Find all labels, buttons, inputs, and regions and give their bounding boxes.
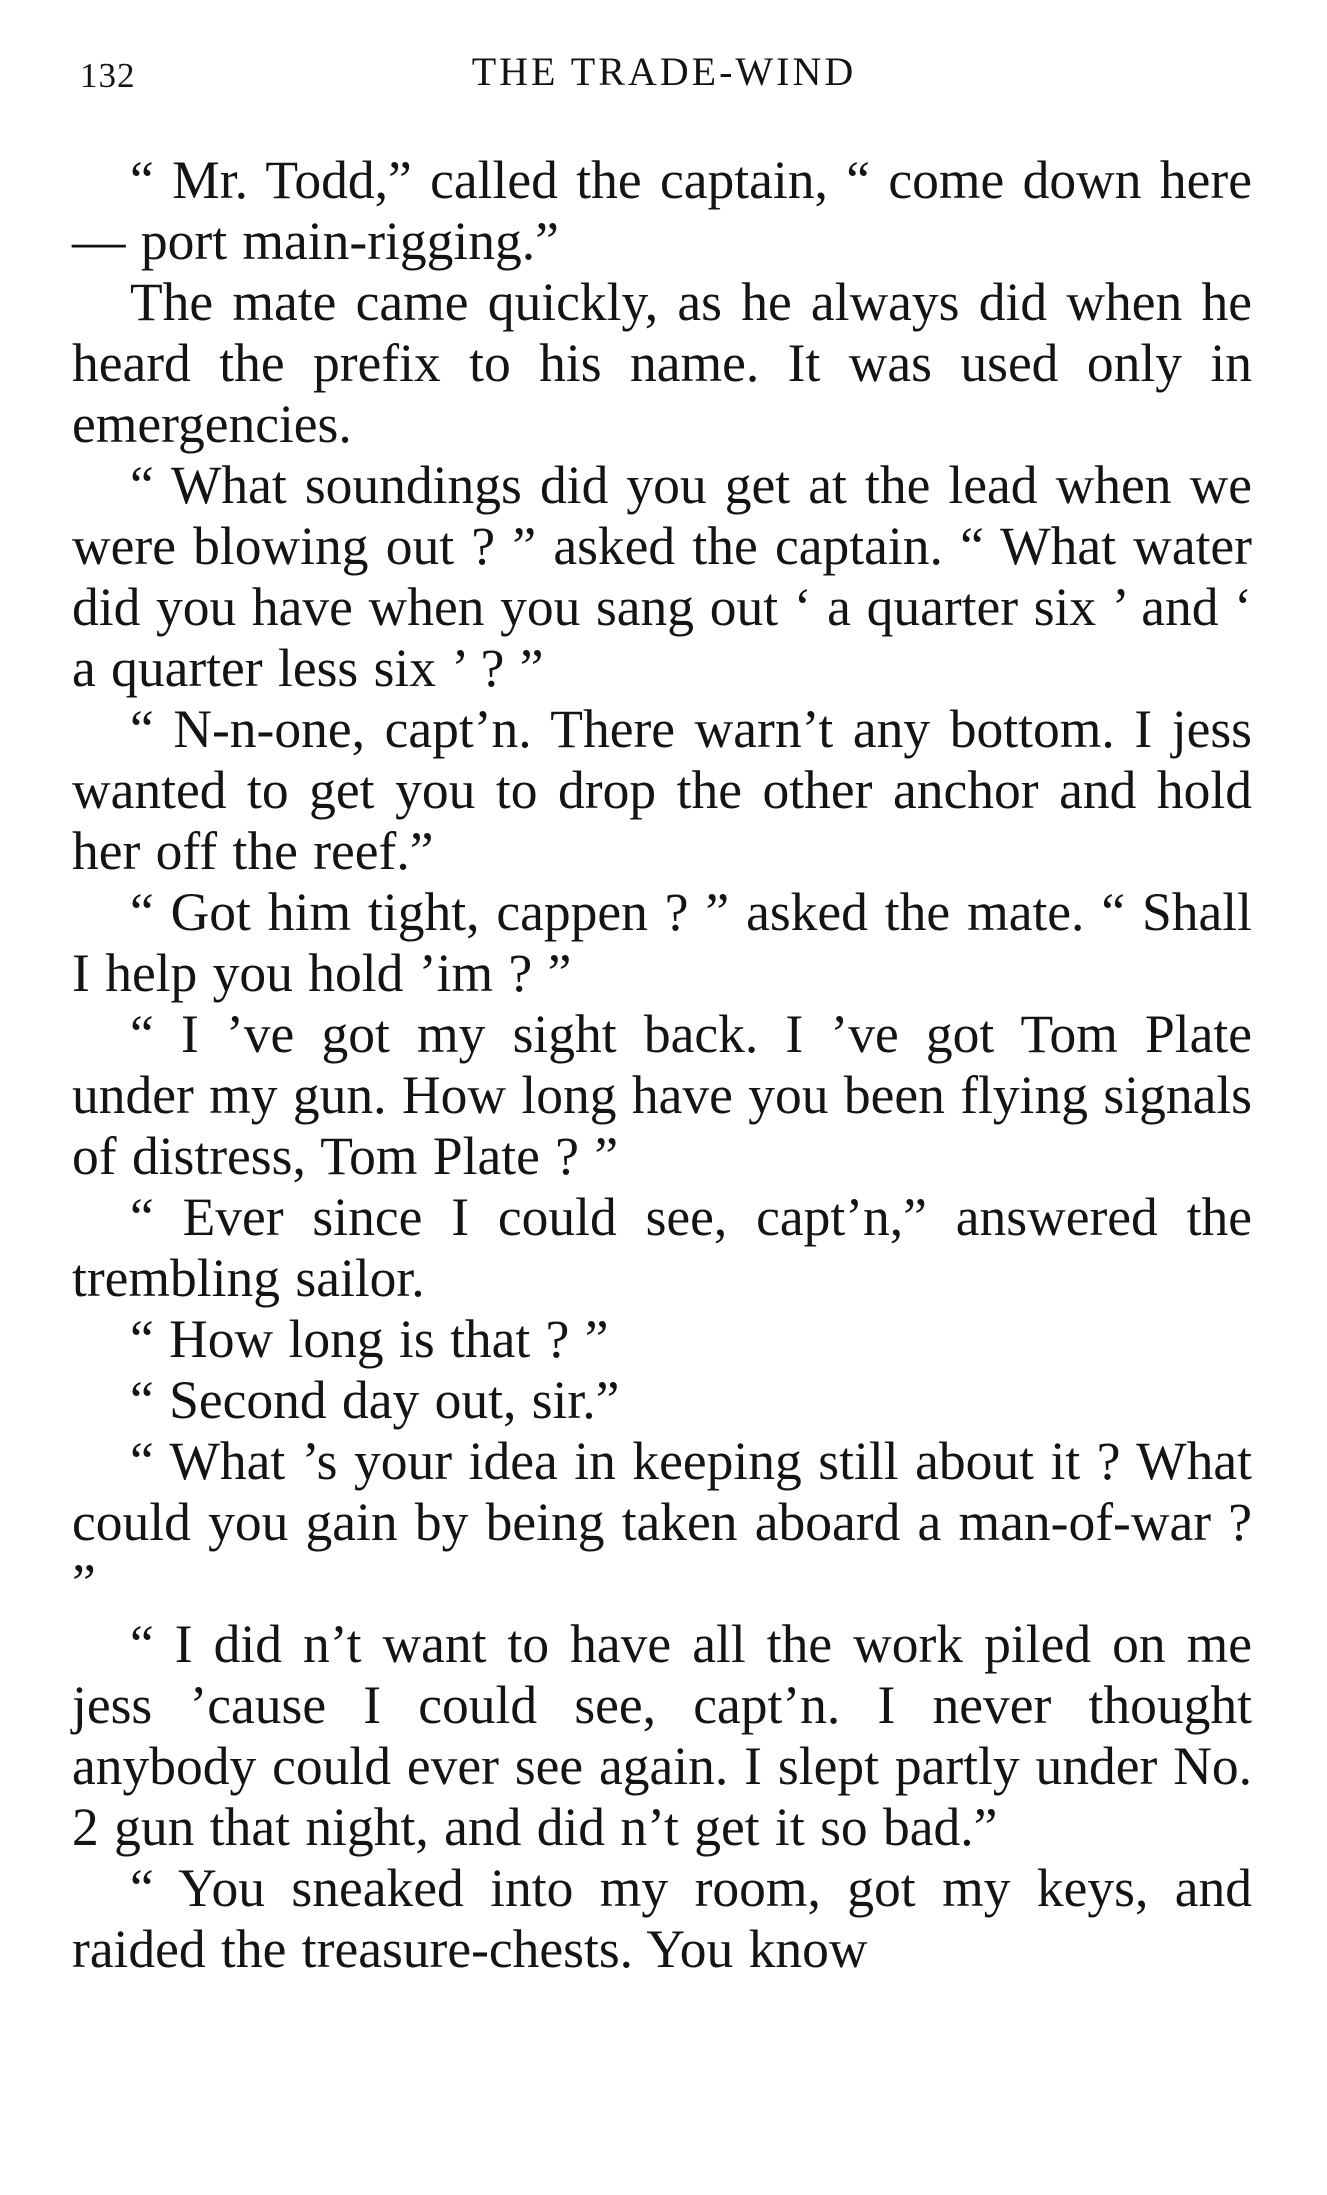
paragraph: “ You sneaked into my room, got my keys, and raided the treasure-chests. You know [72, 1858, 1252, 1979]
paragraph: “ I did n’t want to have all the work piled on me jess ’cause I could see, capt’n. I never thought anybody could ever see again. I slept partly under No. 2 gun that night, and did n’t get it so bad.” [72, 1614, 1252, 1857]
paragraph: “ How long is that ? ” [130, 1309, 609, 1369]
paragraph: “ N-n-one, capt’n. There warn’t any bottom. I jess wanted to get you to drop the other anchor and hold her off the reef.” [72, 699, 1252, 881]
paragraph: “ I ’ve got my sight back. I ’ve got Tom Plate under my gun. How long have you been flying signals of distress, Tom Plate ? ” [72, 1004, 1252, 1186]
body-text [72, 150, 1252, 1980]
paragraph: “ What soundings did you get at the lead when we were blowing out ? ” asked the captain. “ What water did you have when you sang out ‘ a quarter six ’ and ‘ a quarter less six ’ ? ” [72, 455, 1252, 698]
paragraph: “ Got him tight, cappen ? ” asked the mate. “ Shall I help you hold ’im ? ” [72, 882, 1252, 1003]
paragraph: “ Mr. Todd,” called the captain, “ come down here — port main-rigging.” [72, 150, 1252, 271]
paragraph: “ Second day out, sir.” [130, 1370, 620, 1430]
running-title: THE TRADE-WIND [471, 49, 857, 94]
paragraph: The mate came quickly, as he always did when he heard the prefix to his name. It was used only in emergencies. [72, 272, 1252, 454]
page-number: 132 [80, 56, 136, 95]
paragraph: “ What ’s your idea in keeping still about it ? What could you gain by being taken aboard a man-of-war ? ” [72, 1431, 1252, 1613]
running-head [80, 48, 1248, 108]
paragraph: “ Ever since I could see, capt’n,” answered the trembling sailor. [72, 1187, 1252, 1308]
